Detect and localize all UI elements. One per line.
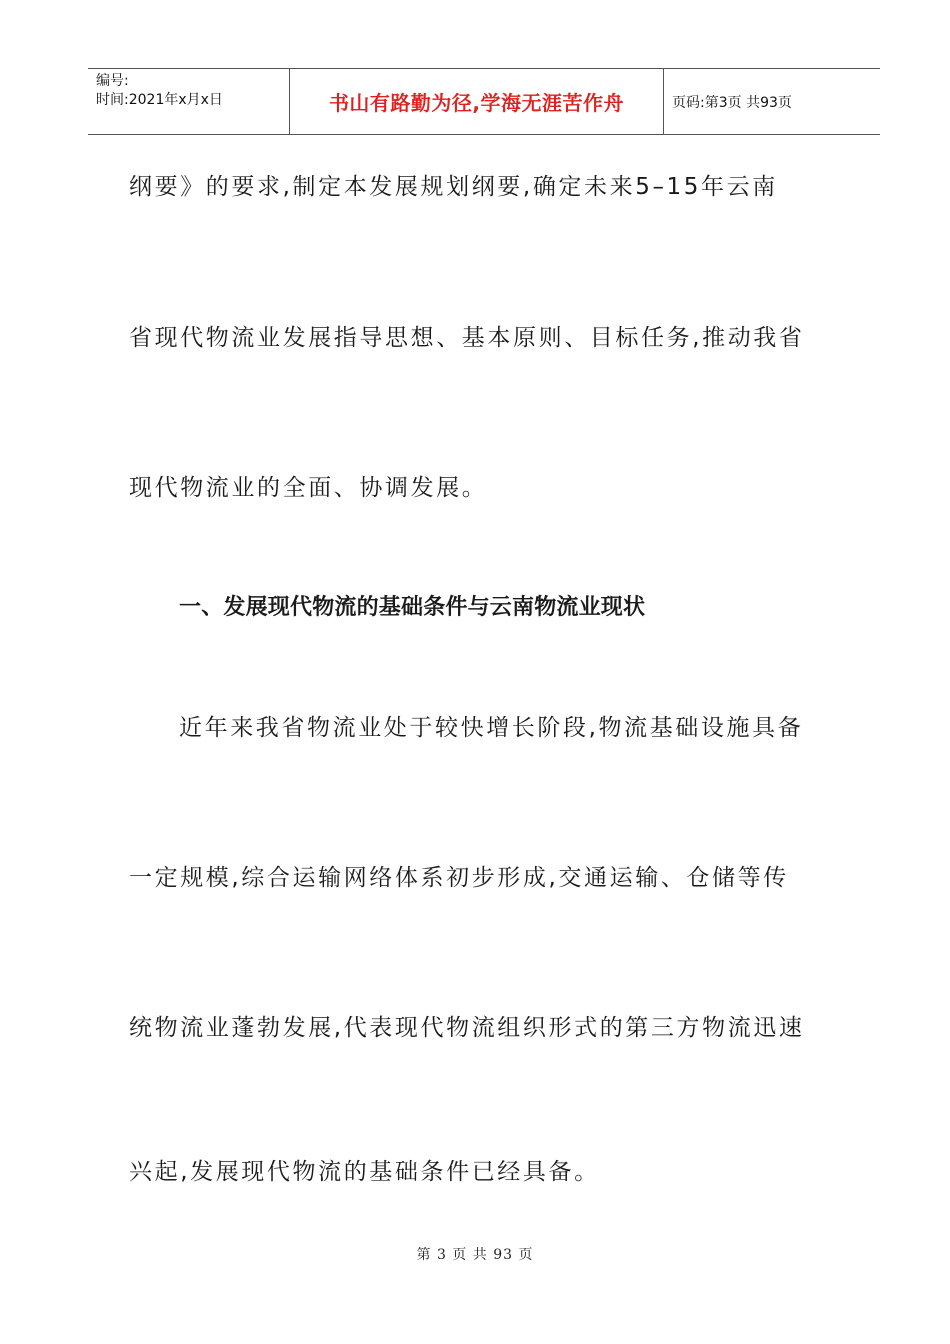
header-number-label: 编号:	[96, 73, 129, 89]
page-header	[88, 68, 880, 135]
header-meta-cell	[88, 69, 290, 134]
body-line-1: 纲要》的要求,制定本发展规划纲要,确定未来5–15年云南	[129, 174, 778, 200]
body-line-2: 省现代物流业发展指导思想、基本原则、目标任务,推动我省	[129, 325, 805, 351]
body-line-4: 近年来我省物流业处于较快增长阶段,物流基础设施具备	[179, 715, 804, 741]
header-page-info: 页码:第3页 共93页	[672, 94, 792, 111]
page-footer: 第 3 页 共 93 页	[416, 1247, 534, 1263]
header-motto: 书山有路勤为径,学海无涯苦作舟	[290, 69, 664, 134]
body-line-7: 兴起,发展现代物流的基础条件已经具备。	[129, 1159, 600, 1185]
header-time-label: 时间:2021年x月x日	[96, 92, 223, 108]
body-line-6: 统物流业蓬勃发展,代表现代物流组织形式的第三方物流迅速	[129, 1015, 805, 1041]
body-line-3: 现代物流业的全面、协调发展。	[129, 475, 488, 501]
body-line-5: 一定规模,综合运输网络体系初步形成,交通运输、仓储等传	[129, 865, 789, 891]
section-heading: 一、发展现代物流的基础条件与云南物流业现状	[179, 595, 646, 620]
